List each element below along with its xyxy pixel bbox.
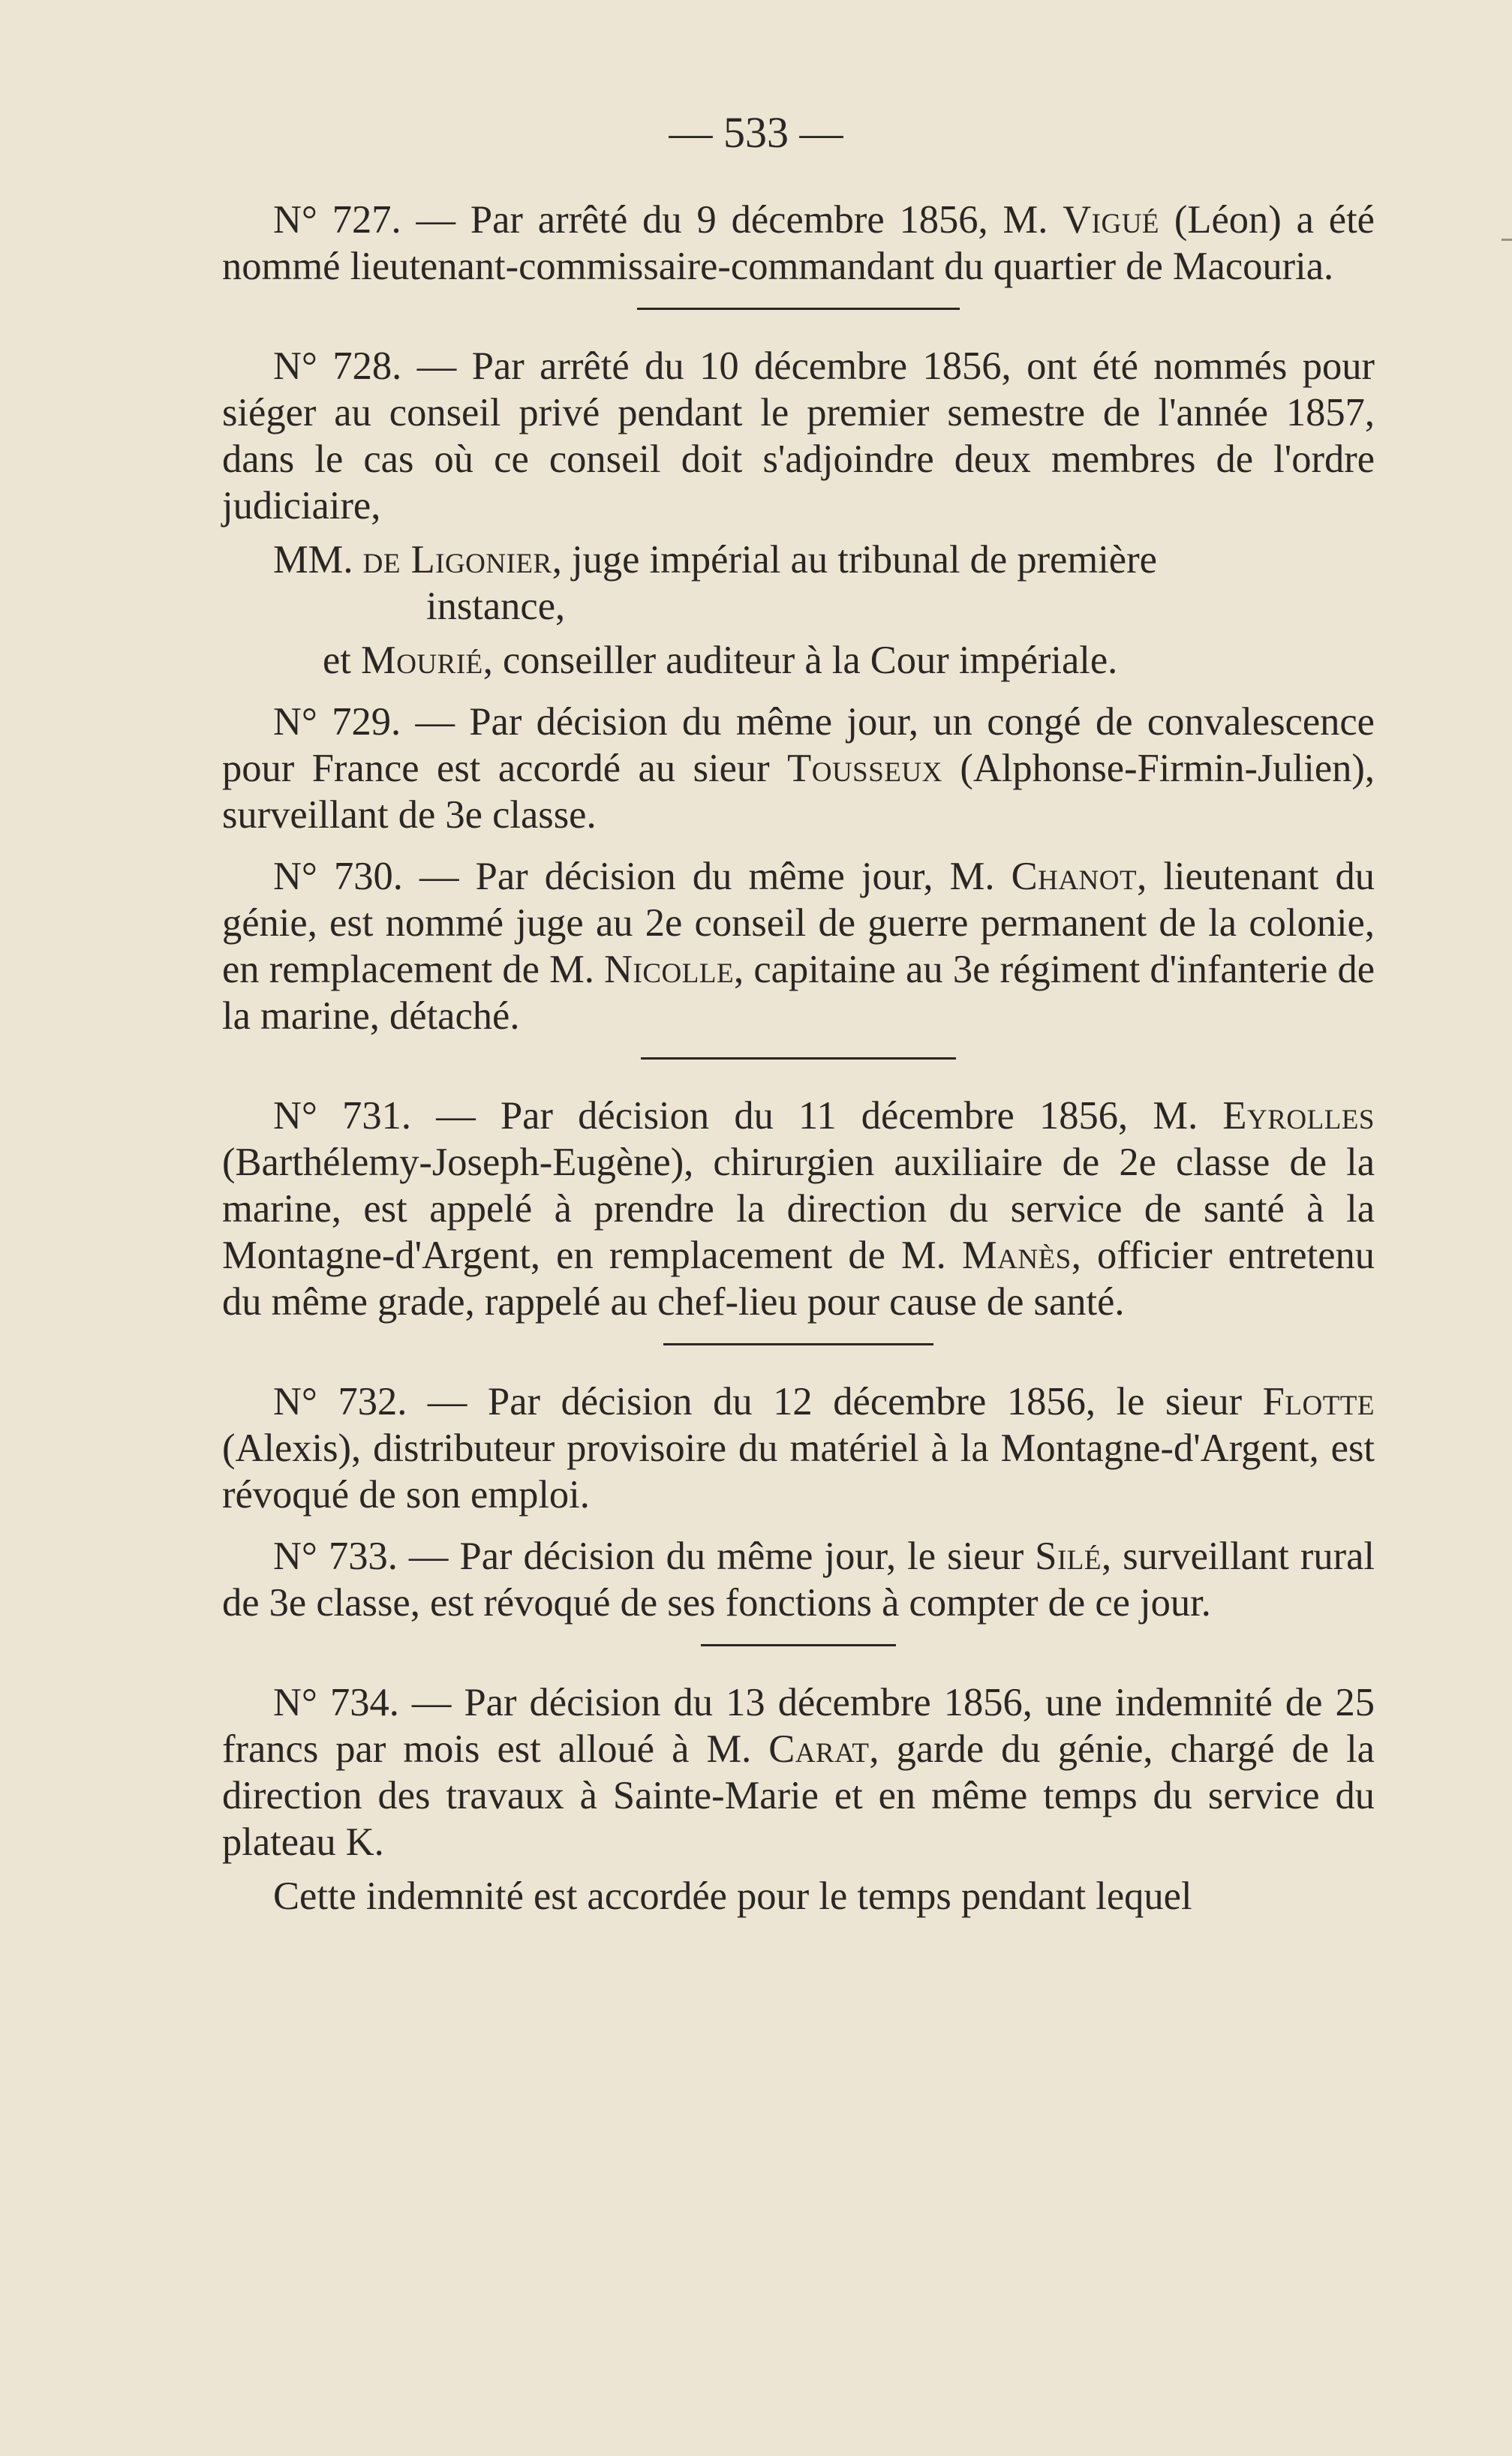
entry-732 <box>222 1378 1375 1518</box>
member-line <box>222 637 1375 684</box>
person-name: Silé <box>1035 1535 1102 1578</box>
page-number: — 533 — <box>669 108 843 157</box>
member-line-continuation: instance, <box>426 585 566 628</box>
section-divider <box>701 1644 896 1646</box>
text-segment: , lieutenant du génie, est nommé juge au 2e conseil de guerre permanent de la colonie, en remplacement de M. <box>222 855 1375 991</box>
entry-729 <box>222 699 1375 838</box>
entry-730 <box>222 853 1375 1039</box>
person-name: Manès <box>961 1234 1072 1277</box>
entry-727 <box>222 197 1375 290</box>
entry-731 <box>222 1093 1375 1325</box>
entry-paragraph <box>222 197 1375 290</box>
text-segment: (Léon) a été nommé lieutenant-commissaire-commandant du quartier de Macouria. <box>222 198 1375 288</box>
text-segment: MM. <box>273 538 363 582</box>
section-divider <box>663 1343 933 1345</box>
text-segment: , garde du génie, chargé de la direction des travaux à Sainte-Marie et en même temps du service du plateau K. <box>222 1727 1375 1864</box>
text-segment: Cette indemnité est accordée pour le temps pendant lequel <box>273 1874 1192 1918</box>
member-line <box>222 537 1375 583</box>
person-name: Carat <box>768 1727 870 1771</box>
text-segment: (Barthélemy-Joseph-Eugène), chirurgien auxiliaire de 2e classe de la marine, est appelé à prendre la direction du service de santé à la Montagne-d'Argent, en remplacement de M. <box>222 1141 1375 1277</box>
section-divider <box>641 1057 956 1060</box>
text-segment: (Alphonse-Firmin-Julien), surveillant de 3e classe. <box>222 747 1375 837</box>
entry-paragraph <box>222 1378 1375 1518</box>
text-segment: , conseiller auditeur à la Cour impériale. <box>482 639 1118 682</box>
text-segment: N° 734. — Par décision du 13 décembre 1856, une indemnité de 25 francs par mois est alloué à M. <box>222 1681 1375 1771</box>
entry-paragraph <box>222 1679 1375 1865</box>
scan-edge-mark <box>1501 239 1512 241</box>
person-name: Tousseux <box>787 747 942 790</box>
person-name: Flotte <box>1262 1380 1375 1423</box>
text-segment: N° 731. — Par décision du 11 décembre 1856, M. <box>273 1094 1223 1138</box>
section-divider <box>637 308 960 310</box>
text-segment: N° 728. — Par arrêté du 10 décembre 1856, ont été nommés pour siéger au conseil privé pendant le premier semestre de l'année 1857, dans le cas où ce conseil doit s'adjoindre deux membres de l'ordre judiciaire, <box>222 344 1375 528</box>
text-segment: N° 730. — Par décision du même jour, M. <box>273 855 1012 898</box>
person-name: Nicolle <box>604 948 735 991</box>
text-segment: N° 733. — Par décision du même jour, le sieur <box>273 1535 1036 1578</box>
text-segment: et <box>323 639 362 682</box>
text-segment: N° 729. — Par décision du même jour, un congé de convalescence pour France est accordé au sieur <box>222 700 1375 790</box>
person-name: Mourié <box>361 639 483 682</box>
entry-733 <box>222 1533 1375 1626</box>
person-name: de Ligonier <box>362 538 552 582</box>
entry-paragraph <box>222 1873 1375 1919</box>
text-segment: N° 732. — Par décision du 12 décembre 1856, le sieur <box>273 1380 1263 1423</box>
entry-728 <box>222 343 1375 684</box>
text-segment: , surveillant rural de 3e classe, est révoqué de ses fonctions à compter de ce jour. <box>222 1535 1375 1625</box>
text-segment: , officier entretenu du même grade, rappelé au chef-lieu pour cause de santé. <box>222 1234 1375 1324</box>
entry-paragraph <box>222 1533 1375 1626</box>
text-segment: (Alexis), distributeur provisoire du matériel à la Montagne-d'Argent, est révoqué de son emploi. <box>222 1426 1375 1517</box>
entry-734 <box>222 1679 1375 1919</box>
person-name: Chanot <box>1011 855 1138 898</box>
entry-paragraph <box>222 343 1375 529</box>
text-segment: , capitaine au 3e régiment d'infanterie de la marine, détaché. <box>222 948 1375 1038</box>
entry-paragraph <box>222 1093 1375 1325</box>
text-segment: N° 727. — Par arrêté du 9 décembre 1856, M. <box>273 198 1063 242</box>
entry-paragraph <box>222 853 1375 1039</box>
person-name: Vigué <box>1063 198 1160 242</box>
person-name: Eyrolles <box>1222 1094 1375 1138</box>
text-segment: , juge impérial au tribunal de première <box>552 538 1157 582</box>
page-content <box>222 197 1375 1919</box>
entry-paragraph <box>222 699 1375 838</box>
